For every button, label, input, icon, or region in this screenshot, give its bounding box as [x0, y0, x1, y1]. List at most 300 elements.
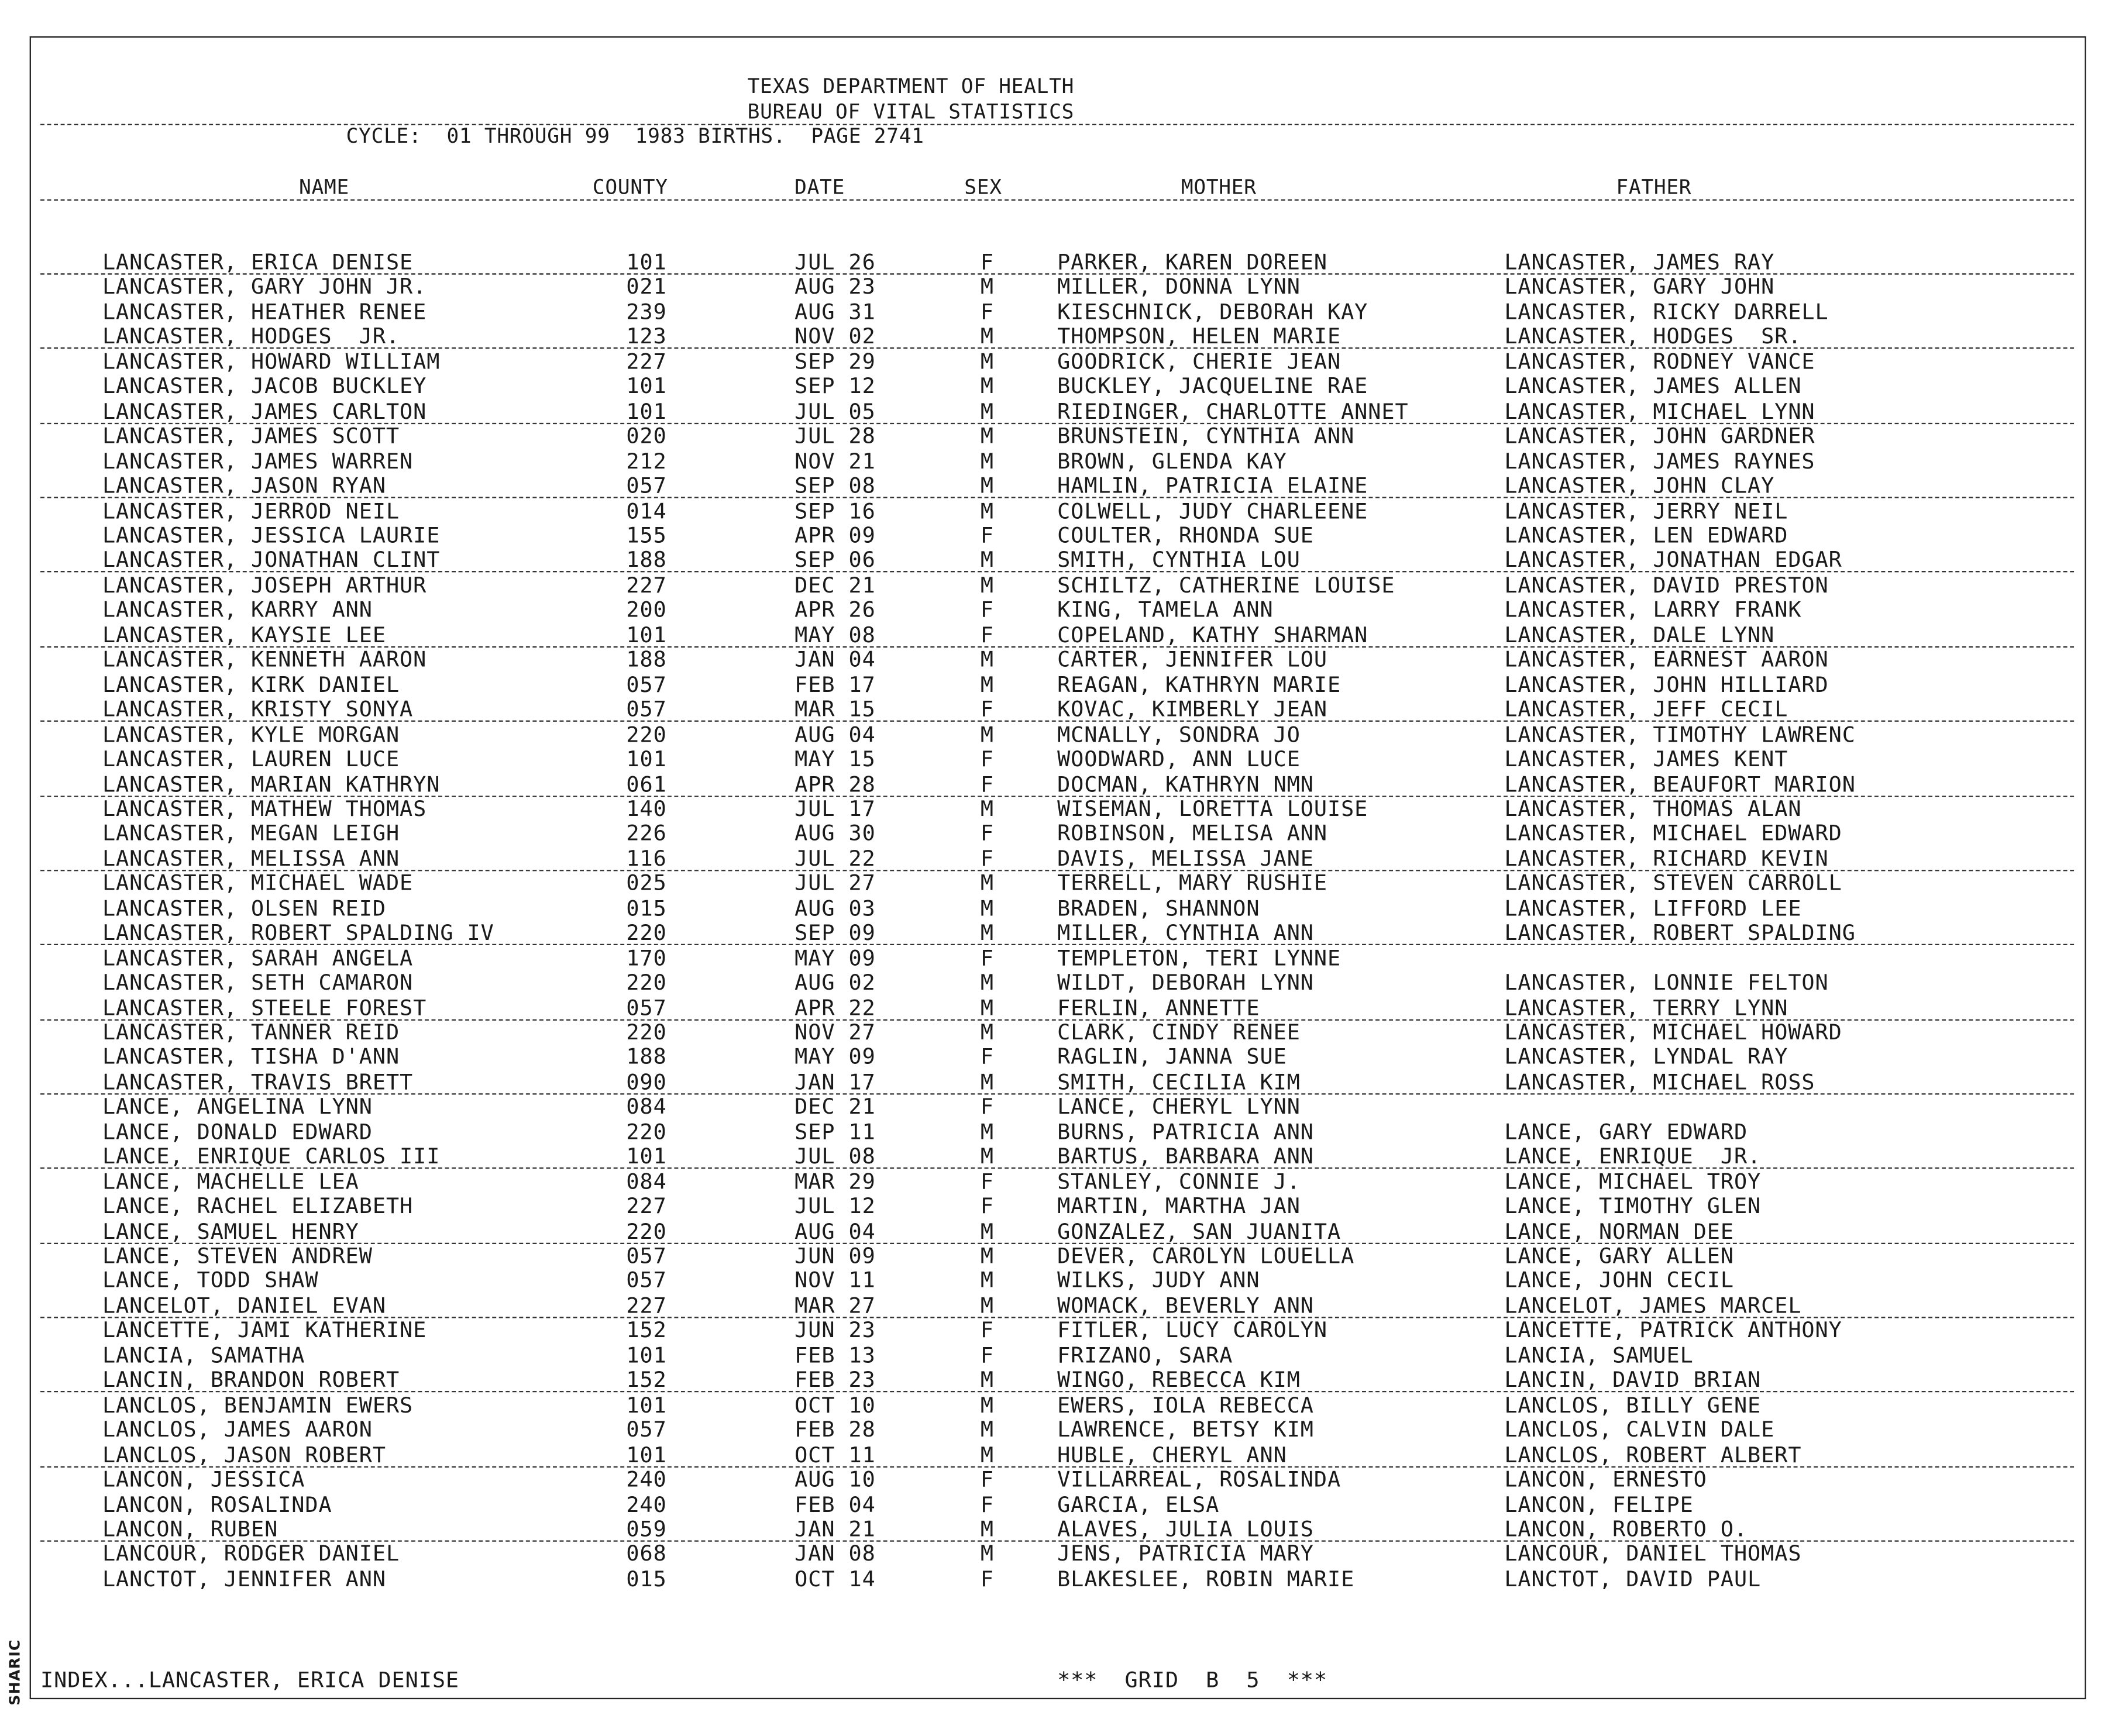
record-date: AUG 02	[794, 969, 876, 996]
record-mother: GOODRICK, CHERIE JEAN	[1057, 348, 1342, 374]
record-date: JAN 08	[794, 1541, 876, 1567]
record-name: LANCE, RACHEL ELIZABETH	[102, 1193, 414, 1219]
record-county: 101	[626, 398, 667, 424]
record-name: LANCASTER, JERROD NEIL	[102, 497, 400, 523]
record-date: FEB 23	[794, 1367, 876, 1393]
record-county: 240	[626, 1466, 667, 1492]
record-date: NOV 02	[794, 323, 876, 349]
record-date: SEP 12	[794, 373, 876, 399]
header-line-1: TEXAS DEPARTMENT OF HEALTH	[747, 74, 1075, 99]
record-county: 101	[626, 746, 667, 772]
record-name: LANCASTER, JACOB BUCKLEY	[102, 373, 427, 399]
record-name: LANCON, RUBEN	[102, 1515, 278, 1542]
record-name: LANCASTER, MEGAN LEIGH	[102, 820, 400, 846]
record-county: 101	[626, 1441, 667, 1468]
record-mother: KOVAC, KIMBERLY JEAN	[1057, 696, 1327, 722]
record-sex: F	[980, 1342, 994, 1368]
record-sex: M	[980, 1069, 994, 1095]
record-sex: M	[980, 572, 994, 598]
record-sex: M	[980, 919, 994, 946]
record-sex: F	[980, 820, 994, 846]
record-father: LANCASTER, DALE LYNN	[1504, 622, 1775, 647]
record-name: LANCASTER, SARAH ANGELA	[102, 945, 414, 970]
record-county: 025	[626, 870, 667, 896]
record-date: APR 22	[794, 994, 876, 1020]
record-sex: M	[980, 870, 994, 896]
record-name: LANCASTER, HEATHER RENEE	[102, 298, 427, 325]
record-date: FEB 13	[794, 1342, 876, 1368]
record-sex: M	[980, 1367, 994, 1393]
record-date: AUG 04	[794, 721, 876, 747]
record-name: LANCASTER, TISHA D'ANN	[102, 1043, 400, 1070]
record-county: 101	[626, 373, 667, 399]
record-father: LANCASTER, JAMES KENT	[1504, 746, 1788, 772]
record-father: LANCLOS, BILLY GENE	[1504, 1391, 1762, 1418]
record-father: LANCASTER, THOMAS ALAN	[1504, 795, 1802, 821]
record-date: FEB 04	[794, 1491, 876, 1517]
record-mother: THOMPSON, HELEN MARIE	[1057, 323, 1342, 349]
record-sex: F	[980, 770, 994, 797]
record-name: LANCASTER, JAMES WARREN	[102, 447, 414, 474]
record-name: LANCASTER, JASON RYAN	[102, 473, 386, 498]
record-father: LANCASTER, JOHN GARDNER	[1504, 423, 1815, 449]
record-mother: BROWN, GLENDA KAY	[1057, 447, 1287, 474]
record-name: LANCASTER, ERICA DENISE	[102, 249, 414, 275]
record-date: JUN 09	[794, 1242, 876, 1269]
record-mother: COPELAND, KATHY SHARMAN	[1057, 622, 1368, 647]
record-name: LANCASTER, ROBERT SPALDING IV	[102, 919, 494, 946]
record-sex: M	[980, 1417, 994, 1442]
record-sex: M	[980, 348, 994, 374]
record-county: 188	[626, 547, 667, 573]
col-header-father: FATHER	[1616, 175, 1692, 199]
record-name: LANCELOT, DANIEL EVAN	[102, 1292, 386, 1318]
record-mother: BURNS, PATRICIA ANN	[1057, 1118, 1314, 1145]
record-father: LANCETTE, PATRICK ANTHONY	[1504, 1317, 1842, 1343]
record-sex: F	[980, 597, 994, 623]
record-county: 084	[626, 1093, 667, 1120]
record-date: JUL 17	[794, 795, 876, 821]
record-father: LANCE, MICHAEL TROY	[1504, 1168, 1762, 1194]
record-name: LANCASTER, SETH CAMARON	[102, 969, 414, 996]
record-name: LANCE, STEVEN ANDREW	[102, 1242, 373, 1269]
record-father: LANCE, JOHN CECIL	[1504, 1267, 1734, 1293]
record-mother: CLARK, CINDY RENEE	[1057, 1019, 1301, 1045]
record-county: 170	[626, 945, 667, 970]
record-father: LANCASTER, LIFFORD LEE	[1504, 895, 1802, 921]
record-date: JUL 27	[794, 870, 876, 896]
record-date: MAR 27	[794, 1292, 876, 1318]
record-date: MAY 09	[794, 1043, 876, 1070]
record-sex: F	[980, 845, 994, 871]
record-name: LANCASTER, KENNETH AARON	[102, 646, 427, 673]
record-sex: M	[980, 423, 994, 449]
record-date: FEB 28	[794, 1417, 876, 1442]
record-name: LANCTOT, JENNIFER ANN	[102, 1565, 386, 1592]
record-father: LANCASTER, RICHARD KEVIN	[1504, 845, 1829, 871]
record-county: 015	[626, 895, 667, 921]
record-county: 227	[626, 348, 667, 374]
record-sex: F	[980, 622, 994, 647]
record-date: NOV 11	[794, 1267, 876, 1293]
record-sex: M	[980, 398, 994, 424]
record-county: 061	[626, 770, 667, 797]
record-mother: CARTER, JENNIFER LOU	[1057, 646, 1327, 673]
record-father: LANCASTER, JAMES ALLEN	[1504, 373, 1802, 399]
record-county: 227	[626, 1193, 667, 1219]
grid-footer: *** GRID B 5 ***	[1057, 1666, 1327, 1693]
record-date: MAY 09	[794, 945, 876, 970]
record-mother: ROBINSON, MELISA ANN	[1057, 820, 1327, 846]
column-header-rule	[40, 199, 2074, 201]
record-mother: RIEDINGER, CHARLOTTE ANNET	[1057, 398, 1409, 424]
record-county: 014	[626, 497, 667, 523]
header-line-2: BUREAU OF VITAL STATISTICS	[747, 99, 1075, 124]
record-sex: M	[980, 1441, 994, 1468]
record-mother: EWERS, IOLA REBECCA	[1057, 1391, 1314, 1418]
record-sex: F	[980, 945, 994, 970]
record-name: LANCASTER, KYLE MORGAN	[102, 721, 400, 747]
record-county: 116	[626, 845, 667, 871]
record-county: 101	[626, 1342, 667, 1368]
record-mother: GONZALEZ, SAN JUANITA	[1057, 1218, 1342, 1244]
record-name: LANCASTER, MICHAEL WADE	[102, 870, 414, 896]
record-name: LANCLOS, BENJAMIN EWERS	[102, 1391, 414, 1418]
record-father: LANCASTER, ROBERT SPALDING	[1504, 919, 1856, 946]
record-mother: LAWRENCE, BETSY KIM	[1057, 1417, 1314, 1442]
record-county: 220	[626, 1019, 667, 1045]
record-mother: HAMLIN, PATRICIA ELAINE	[1057, 473, 1368, 498]
record-father: LANCASTER, LYNDAL RAY	[1504, 1043, 1788, 1070]
record-sex: F	[980, 696, 994, 722]
record-county: 101	[626, 249, 667, 275]
record-father: LANCASTER, LONNIE FELTON	[1504, 969, 1829, 996]
record-sex: F	[980, 1193, 994, 1219]
record-county: 212	[626, 447, 667, 474]
record-date: JUN 23	[794, 1317, 876, 1343]
record-date: NOV 21	[794, 447, 876, 474]
record-date: MAR 15	[794, 696, 876, 722]
record-date: DEC 21	[794, 572, 876, 598]
record-county: 227	[626, 572, 667, 598]
record-county: 152	[626, 1317, 667, 1343]
record-county: 020	[626, 423, 667, 449]
record-father: LANCASTER, JEFF CECIL	[1504, 696, 1788, 722]
record-mother: SMITH, CYNTHIA LOU	[1057, 547, 1301, 573]
record-sex: M	[980, 895, 994, 921]
record-date: AUG 10	[794, 1466, 876, 1492]
record-date: MAR 29	[794, 1168, 876, 1194]
record-mother: WOMACK, BEVERLY ANN	[1057, 1292, 1314, 1318]
record-sex: F	[980, 1317, 994, 1343]
record-date: SEP 16	[794, 497, 876, 523]
record-name: LANCASTER, OLSEN REID	[102, 895, 386, 921]
record-mother: WILDT, DEBORAH LYNN	[1057, 969, 1314, 996]
record-county: 220	[626, 721, 667, 747]
record-sex: M	[980, 373, 994, 399]
record-sex: M	[980, 1267, 994, 1293]
record-mother: WINGO, REBECCA KIM	[1057, 1367, 1301, 1393]
record-date: JUL 05	[794, 398, 876, 424]
record-county: 057	[626, 696, 667, 722]
record-sex: M	[980, 721, 994, 747]
col-header-date: DATE	[794, 175, 845, 199]
record-date: APR 28	[794, 770, 876, 797]
record-county: 057	[626, 1267, 667, 1293]
record-date: JUL 28	[794, 423, 876, 449]
col-header-sex: SEX	[964, 175, 1002, 199]
record-mother: GARCIA, ELSA	[1057, 1491, 1220, 1517]
record-mother: BRUNSTEIN, CYNTHIA ANN	[1057, 423, 1355, 449]
record-name: LANCASTER, TANNER REID	[102, 1019, 400, 1045]
record-name: LANCLOS, JASON ROBERT	[102, 1441, 386, 1468]
record-mother: WOODWARD, ANN LUCE	[1057, 746, 1301, 772]
record-county: 101	[626, 622, 667, 647]
record-date: MAY 15	[794, 746, 876, 772]
record-county: 200	[626, 597, 667, 623]
record-date: SEP 06	[794, 547, 876, 573]
record-mother: JENS, PATRICIA MARY	[1057, 1541, 1314, 1567]
record-father: LANCASTER, STEVEN CARROLL	[1504, 870, 1842, 896]
record-mother: MILLER, DONNA LYNN	[1057, 274, 1301, 299]
record-father: LANCELOT, JAMES MARCEL	[1504, 1292, 1802, 1318]
record-mother: DOCMAN, KATHRYN NMN	[1057, 770, 1314, 797]
record-county: 068	[626, 1541, 667, 1567]
record-sex: M	[980, 969, 994, 996]
record-sex: M	[980, 1218, 994, 1244]
record-mother: VILLARREAL, ROSALINDA	[1057, 1466, 1342, 1492]
record-father: LANCASTER, DAVID PRESTON	[1504, 572, 1829, 598]
col-header-county: COUNTY	[592, 175, 668, 199]
record-father: LANCASTER, JOHN CLAY	[1504, 473, 1775, 498]
record-father: LANCASTER, TERRY LYNN	[1504, 994, 1788, 1020]
record-county: 084	[626, 1168, 667, 1194]
record-date: JUL 26	[794, 249, 876, 275]
record-sex: M	[980, 671, 994, 697]
record-father: LANCASTER, JAMES RAY	[1504, 249, 1775, 275]
record-father: LANCASTER, MICHAEL EDWARD	[1504, 820, 1842, 846]
record-date: JAN 04	[794, 646, 876, 673]
record-county: 101	[626, 1391, 667, 1418]
record-name: LANCASTER, TRAVIS BRETT	[102, 1069, 414, 1095]
record-sex: F	[980, 249, 994, 275]
record-date: JAN 21	[794, 1515, 876, 1542]
record-name: LANCASTER, JAMES CARLTON	[102, 398, 427, 424]
record-sex: F	[980, 522, 994, 548]
record-name: LANCON, ROSALINDA	[102, 1491, 332, 1517]
record-father: LANCASTER, JAMES RAYNES	[1504, 447, 1815, 474]
record-father: LANCON, FELIPE	[1504, 1491, 1694, 1517]
record-name: LANCLOS, JAMES AARON	[102, 1417, 373, 1442]
record-father: LANCASTER, TIMOTHY LAWRENC	[1504, 721, 1856, 747]
record-sex: M	[980, 1515, 994, 1542]
record-father: LANCOUR, DANIEL THOMAS	[1504, 1541, 1802, 1567]
record-county: 021	[626, 274, 667, 299]
record-father: LANCE, NORMAN DEE	[1504, 1218, 1734, 1244]
record-date: AUG 31	[794, 298, 876, 325]
record-name: LANCE, ANGELINA LYNN	[102, 1093, 373, 1120]
record-sex: F	[980, 1093, 994, 1120]
record-father: LANCE, GARY EDWARD	[1504, 1118, 1748, 1145]
record-sex: F	[980, 1043, 994, 1070]
record-name: LANCE, TODD SHAW	[102, 1267, 319, 1293]
record-father: LANCASTER, RICKY DARRELL	[1504, 298, 1829, 325]
record-sex: M	[980, 1391, 994, 1418]
record-father: LANCIN, DAVID BRIAN	[1504, 1367, 1762, 1393]
record-date: SEP 08	[794, 473, 876, 498]
record-date: MAY 08	[794, 622, 876, 647]
record-name: LANCASTER, HOWARD WILLIAM	[102, 348, 441, 374]
col-header-mother: MOTHER	[1181, 175, 1257, 199]
record-county: 188	[626, 1043, 667, 1070]
record-name: LANCASTER, JONATHAN CLINT	[102, 547, 441, 573]
record-father: LANCASTER, JOHN HILLIARD	[1504, 671, 1829, 697]
header-rule	[40, 124, 2074, 125]
record-name: LANCE, DONALD EDWARD	[102, 1118, 373, 1145]
record-date: AUG 23	[794, 274, 876, 299]
record-father: LANCLOS, CALVIN DALE	[1504, 1417, 1775, 1442]
record-county: 015	[626, 1565, 667, 1592]
record-father: LANCIA, SAMUEL	[1504, 1342, 1694, 1368]
record-county: 057	[626, 1417, 667, 1442]
record-date: AUG 03	[794, 895, 876, 921]
record-name: LANCIA, SAMATHA	[102, 1342, 305, 1368]
index-footer: INDEX...LANCASTER, ERICA DENISE	[40, 1666, 460, 1693]
record-sex: M	[980, 323, 994, 349]
record-father: LANCASTER, LARRY FRANK	[1504, 597, 1802, 623]
record-father: LANCON, ROBERTO O.	[1504, 1515, 1748, 1542]
record-date: SEP 29	[794, 348, 876, 374]
record-father: LANCLOS, ROBERT ALBERT	[1504, 1441, 1802, 1468]
record-father: LANCASTER, MICHAEL HOWARD	[1504, 1019, 1842, 1045]
record-sex: M	[980, 795, 994, 821]
record-mother: SCHILTZ, CATHERINE LOUISE	[1057, 572, 1395, 598]
record-mother: WISEMAN, LORETTA LOUISE	[1057, 795, 1368, 821]
record-name: LANCASTER, GARY JOHN JR.	[102, 274, 427, 299]
record-county: 220	[626, 969, 667, 996]
record-sex: M	[980, 1019, 994, 1045]
record-county: 152	[626, 1367, 667, 1393]
record-name: LANCASTER, JAMES SCOTT	[102, 423, 400, 449]
record-county: 188	[626, 646, 667, 673]
record-mother: STANLEY, CONNIE J.	[1057, 1168, 1301, 1194]
col-header-name: NAME	[299, 175, 349, 199]
record-name: LANCOUR, RODGER DANIEL	[102, 1541, 400, 1567]
record-name: LANCASTER, KRISTY SONYA	[102, 696, 414, 722]
record-father: LANCASTER, MICHAEL LYNN	[1504, 398, 1815, 424]
record-mother: COLWELL, JUDY CHARLEENE	[1057, 497, 1368, 523]
record-father: LANCASTER, JERRY NEIL	[1504, 497, 1788, 523]
record-date: APR 09	[794, 522, 876, 548]
record-name: LANCASTER, LAUREN LUCE	[102, 746, 400, 772]
record-mother: BLAKESLEE, ROBIN MARIE	[1057, 1565, 1355, 1592]
record-county: 057	[626, 994, 667, 1020]
record-county: 057	[626, 473, 667, 498]
record-county: 059	[626, 1515, 667, 1542]
record-sex: M	[980, 1118, 994, 1145]
record-name: LANCIN, BRANDON ROBERT	[102, 1367, 400, 1393]
record-father: LANCE, ENRIQUE JR.	[1504, 1143, 1762, 1169]
record-name: LANCON, JESSICA	[102, 1466, 305, 1492]
record-name: LANCE, SAMUEL HENRY	[102, 1218, 359, 1244]
record-name: LANCASTER, KAYSIE LEE	[102, 622, 386, 647]
record-father: LANCTOT, DAVID PAUL	[1504, 1565, 1762, 1592]
record-sex: F	[980, 1491, 994, 1517]
record-mother: LANCE, CHERYL LYNN	[1057, 1093, 1301, 1120]
record-mother: KIESCHNICK, DEBORAH KAY	[1057, 298, 1368, 325]
record-mother: RAGLIN, JANNA SUE	[1057, 1043, 1287, 1070]
record-sex: F	[980, 1565, 994, 1592]
record-date: FEB 17	[794, 671, 876, 697]
record-father: LANCON, ERNESTO	[1504, 1466, 1707, 1492]
side-label: SHARIC	[6, 1639, 24, 1706]
record-name: LANCASTER, KARRY ANN	[102, 597, 373, 623]
record-name: LANCE, ENRIQUE CARLOS III	[102, 1143, 441, 1169]
record-mother: TEMPLETON, TERI LYNNE	[1057, 945, 1342, 970]
record-county: 101	[626, 1143, 667, 1169]
record-sex: M	[980, 646, 994, 673]
record-mother: COULTER, RHONDA SUE	[1057, 522, 1314, 548]
record-date: JAN 17	[794, 1069, 876, 1095]
record-county: 155	[626, 522, 667, 548]
record-mother: MILLER, CYNTHIA ANN	[1057, 919, 1314, 946]
record-mother: BUCKLEY, JACQUELINE RAE	[1057, 373, 1368, 399]
record-mother: FRIZANO, SARA	[1057, 1342, 1233, 1368]
record-county: 057	[626, 1242, 667, 1269]
record-name: LANCASTER, JESSICA LAURIE	[102, 522, 441, 548]
record-county: 090	[626, 1069, 667, 1095]
record-mother: FERLIN, ANNETTE	[1057, 994, 1260, 1020]
record-county: 057	[626, 671, 667, 697]
record-mother: BRADEN, SHANNON	[1057, 895, 1260, 921]
record-sex: M	[980, 1143, 994, 1169]
record-sex: M	[980, 473, 994, 498]
record-sex: M	[980, 547, 994, 573]
record-father: LANCASTER, EARNEST AARON	[1504, 646, 1829, 673]
record-mother: DAVIS, MELISSA JANE	[1057, 845, 1314, 871]
record-date: SEP 11	[794, 1118, 876, 1145]
record-date: JUL 12	[794, 1193, 876, 1219]
record-date: AUG 30	[794, 820, 876, 846]
record-mother: HUBLE, CHERYL ANN	[1057, 1441, 1287, 1468]
record-mother: FITLER, LUCY CAROLYN	[1057, 1317, 1327, 1343]
record-name: LANCE, MACHELLE LEA	[102, 1168, 359, 1194]
record-name: LANCASTER, MARIAN KATHRYN	[102, 770, 441, 797]
record-county: 220	[626, 1118, 667, 1145]
record-mother: KING, TAMELA ANN	[1057, 597, 1274, 623]
record-name: LANCASTER, JOSEPH ARTHUR	[102, 572, 427, 598]
record-mother: MARTIN, MARTHA JAN	[1057, 1193, 1301, 1219]
record-county: 227	[626, 1292, 667, 1318]
record-father: LANCASTER, GARY JOHN	[1504, 274, 1775, 299]
record-father: LANCASTER, RODNEY VANCE	[1504, 348, 1815, 374]
record-mother: SMITH, CECILIA KIM	[1057, 1069, 1301, 1095]
record-father: LANCE, TIMOTHY GLEN	[1504, 1193, 1762, 1219]
record-county: 140	[626, 795, 667, 821]
record-date: SEP 09	[794, 919, 876, 946]
record-sex: F	[980, 1466, 994, 1492]
record-mother: REAGAN, KATHRYN MARIE	[1057, 671, 1342, 697]
record-mother: DEVER, CAROLYN LOUELLA	[1057, 1242, 1355, 1269]
record-date: NOV 27	[794, 1019, 876, 1045]
record-mother: BARTUS, BARBARA ANN	[1057, 1143, 1314, 1169]
record-name: LANCASTER, MELISSA ANN	[102, 845, 400, 871]
record-sex: M	[980, 497, 994, 523]
record-date: JUL 08	[794, 1143, 876, 1169]
record-father: LANCASTER, JONATHAN EDGAR	[1504, 547, 1842, 573]
record-county: 220	[626, 1218, 667, 1244]
record-name: LANCASTER, KIRK DANIEL	[102, 671, 400, 697]
